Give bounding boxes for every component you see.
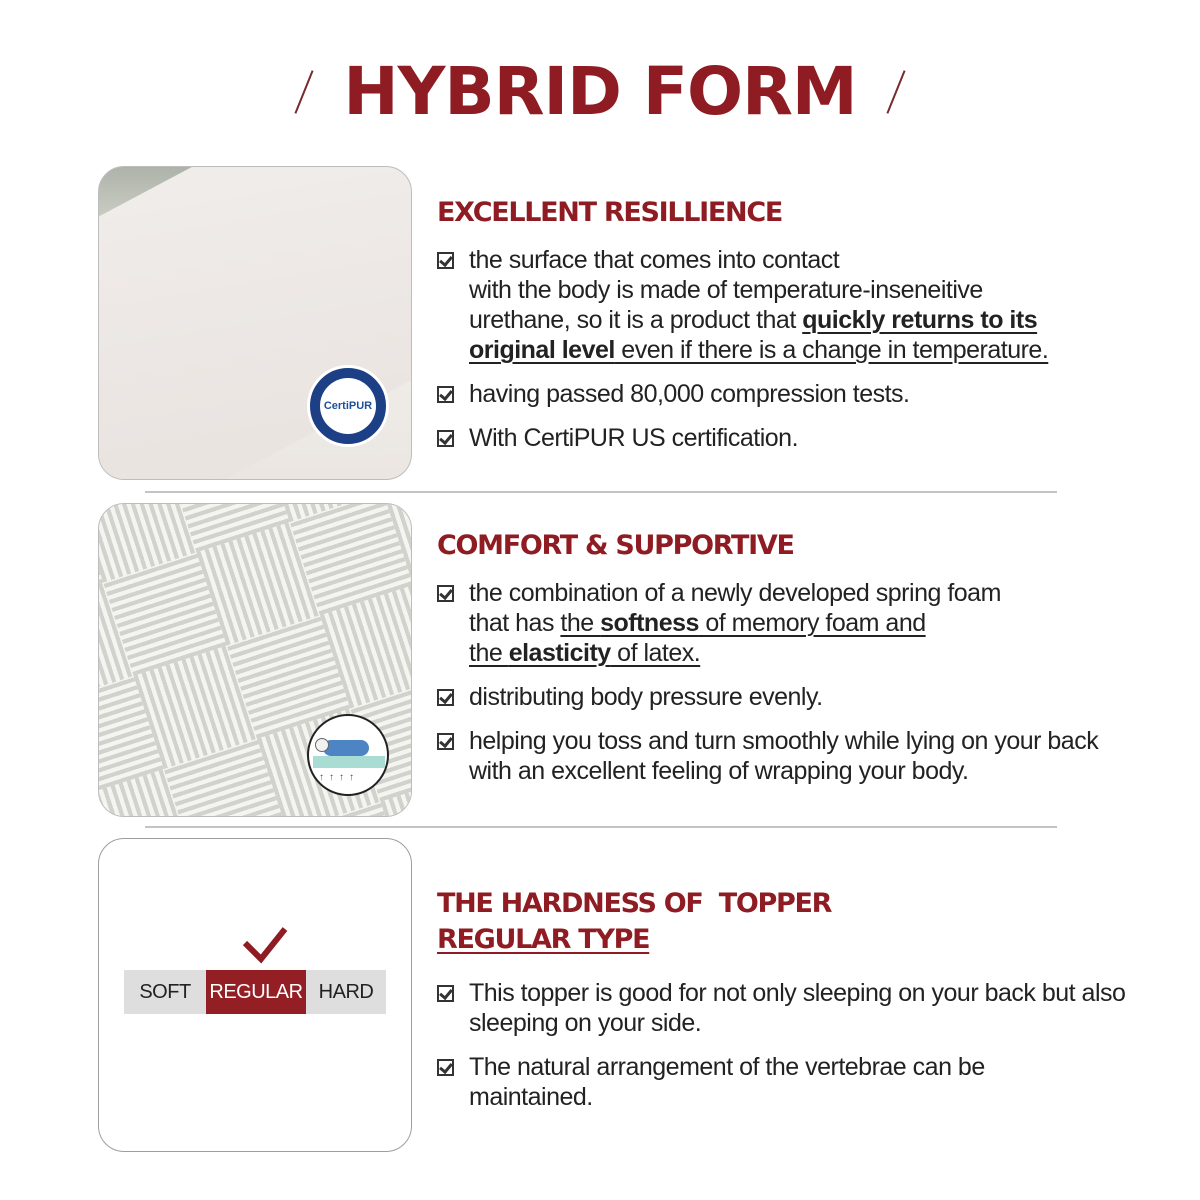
feature-list: [437, 978, 1157, 1112]
checkbox-checked-icon: [437, 985, 454, 1002]
certipur-badge-icon: [307, 365, 389, 447]
item-text: of latex.: [610, 639, 701, 667]
checkbox-checked-icon: [437, 430, 454, 447]
feature-item: [437, 1052, 997, 1112]
emphasis-text: quickly returns to its: [802, 306, 1038, 334]
hardness-scale-card: [98, 838, 412, 1152]
item-text: the: [560, 609, 601, 637]
feature-list: [437, 245, 1157, 453]
section-heading: COMFORT & SUPPORTIVE: [437, 530, 794, 561]
hardness-scale: [124, 970, 386, 1014]
textured-foam-image: [98, 503, 412, 817]
checkbox-checked-icon: [437, 252, 454, 269]
feature-item: [437, 578, 1157, 668]
feature-item: [437, 978, 1127, 1038]
checkbox-checked-icon: [437, 733, 454, 750]
feature-item: [437, 245, 1157, 365]
checkbox-checked-icon: [437, 1059, 454, 1076]
section-heading: THE HARDNESS OF TOPPER: [437, 888, 832, 919]
section-hardness: [437, 886, 1157, 1126]
item-text: urethane, so it is a product that: [469, 306, 803, 334]
checkbox-checked-icon: [437, 689, 454, 706]
emphasis-text: elasticity: [508, 639, 611, 667]
item-text: that has: [469, 609, 561, 637]
certipur-badge-label: CertiPUR: [320, 378, 376, 434]
selected-check-icon: [241, 925, 289, 965]
item-text: the: [469, 639, 509, 667]
divider: [145, 491, 1057, 493]
item-text: of memory foam and: [698, 609, 926, 637]
title-row: [0, 52, 1200, 132]
feature-item: [437, 379, 1157, 409]
feature-item: [437, 682, 1157, 712]
feature-item: [437, 726, 1127, 786]
scale-option-soft: SOFT: [124, 970, 206, 1014]
item-text: distributing body pressure evenly.: [469, 683, 823, 711]
foam-corner-image: [98, 166, 412, 480]
body-pressure-illustration-icon: ↑↑↑↑: [307, 714, 389, 796]
checkbox-checked-icon: [437, 585, 454, 602]
section-heading: EXCELLENT RESILLIENCE: [437, 197, 783, 228]
item-text: having passed 80,000 compression tests.: [469, 380, 910, 408]
item-text: The natural arrangement of the vertebrae can be maintained.: [469, 1053, 985, 1111]
checkbox-checked-icon: [437, 386, 454, 403]
item-text: even if there is a change in temperature.: [614, 336, 1049, 364]
emphasis-text: softness: [600, 609, 699, 637]
item-text: With CertiPUR US certification.: [469, 424, 799, 452]
emphasis-text: original level: [469, 336, 615, 364]
section-comfort-supportive: [437, 528, 1157, 800]
scale-option-regular-selected: REGULAR: [206, 970, 306, 1014]
scale-option-hard: HARD: [306, 970, 386, 1014]
divider: [145, 826, 1057, 828]
item-text: the surface that comes into contact: [469, 246, 840, 274]
item-text: This topper is good for not only sleeping on your back but also sleeping on your side.: [469, 979, 1126, 1037]
page-title: HYBRID FORM: [343, 53, 857, 130]
item-text: the combination of a newly developed spring foam: [469, 579, 1001, 607]
feature-item: [437, 423, 1157, 453]
feature-list: [437, 578, 1157, 786]
item-text: with the body is made of temperature-inseneitive: [469, 276, 983, 304]
section-subheading: REGULAR TYPE: [437, 924, 650, 955]
section-excellent-resilience: [437, 195, 1157, 467]
item-text: helping you toss and turn smoothly while lying on your back with an excellent feeling of wrapping your body.: [469, 727, 1099, 785]
slash-left-decoration: [294, 70, 313, 113]
slash-right-decoration: [886, 70, 905, 113]
